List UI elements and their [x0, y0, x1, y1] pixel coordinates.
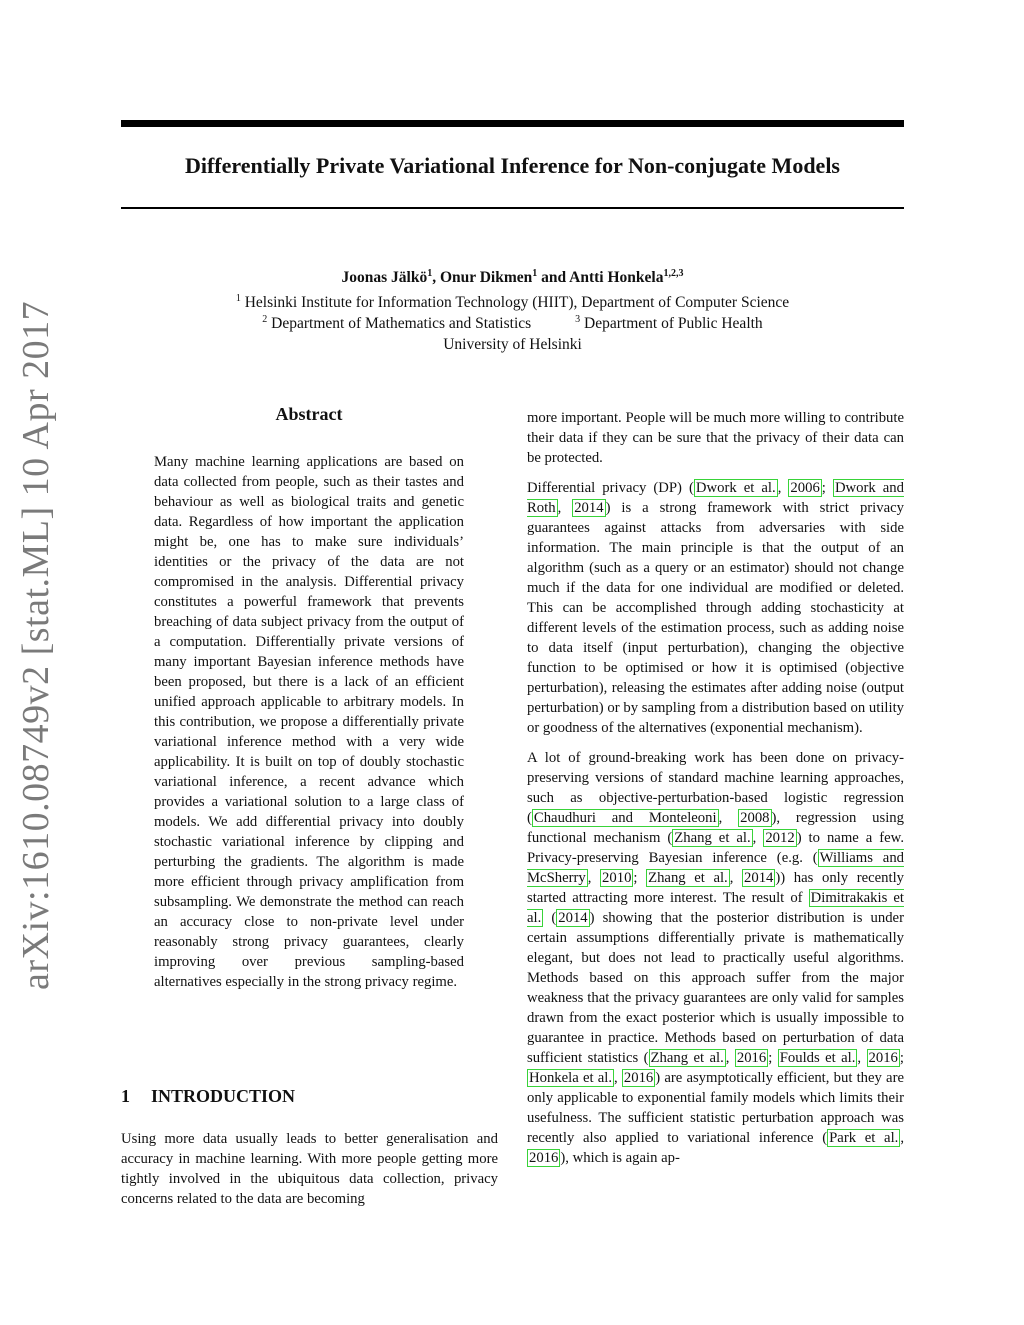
affiliation-text: Helsinki Institute for Information Technology (HIIT), Department of Computer Science — [244, 294, 790, 311]
citation-link[interactable]: 2014 — [558, 910, 588, 926]
author-block — [121, 266, 904, 355]
citation-link[interactable]: 2014 — [744, 870, 774, 886]
paper-title: Differentially Private Variational Inference for Non-conjugate Models — [184, 153, 840, 178]
author-list — [121, 266, 904, 290]
citation-link[interactable]: Zhang et al. — [650, 1050, 724, 1066]
author-separator: , — [432, 269, 440, 286]
affiliation-line-1 — [121, 292, 904, 313]
citation-link[interactable]: 2012 — [765, 830, 795, 846]
citation-link[interactable]: Park et al. — [829, 1130, 899, 1146]
author-affil-sup: 1 — [532, 268, 538, 279]
title-top-rule — [121, 120, 904, 127]
author-separator: and — [537, 269, 570, 286]
author-name: Joonas Jälkö — [341, 269, 428, 286]
citation-link[interactable]: Williams and McSherry — [527, 850, 905, 886]
university: University of Helsinki — [443, 336, 582, 353]
affil-sup: 1 — [235, 293, 241, 304]
affil-sup: 2 — [262, 314, 268, 325]
paragraph-related-work: A lot of ground-breaking work has been done on privacy-preserving versions of standard machine learning approaches, such as objective-perturbation-based logistic regression ( Chaudhuri and Monteleoni , 2008 ), regression using functional mechanism ( Zhang et al. , 2012 ) to name a few. Privacy-preserving Bayesian inference (e.g. ( Williams and McSherry , 2010 ; Zhang et al. , 2014 )) has only recently started attracting more interest. The result of Dimitrakakis et al. ( 2014 ) showing that the posterior distribution is under certain assumptions differentially private is mathematically elegant, but does not lead to practically useful algorithms. Methods based on this approach suffer from the major weakness that the privacy guarantees are only valid for samples drawn from the exact posterior which is usually impossible to guarantee in practice. Methods based on perturbation of data sufficient statistics ( Zhang et al. , 2016 ; Foulds et al. , 2016 ; Honkela et al. , 2016 ) are asymptotically efficient, but they are only applicable to exponential family models which limits their usefulness. The sufficient statistic perturbation approach was recently also applied to variational inference ( Park et al. , 2016 ), which is again ap- — [527, 750, 905, 1166]
affiliation-text: Department of Mathematics and Statistics — [271, 315, 532, 332]
citation-link[interactable]: 2008 — [740, 810, 770, 826]
citation-link[interactable]: Zhang et al. — [648, 870, 728, 886]
citation-link[interactable]: 2016 — [623, 1070, 654, 1086]
citation-link[interactable]: Dwork et al. — [695, 480, 776, 496]
author-name: Antti Honkela — [569, 269, 664, 286]
arxiv-identifier: arXiv:1610.08749v2 [stat.ML] 10 Apr 2017 — [15, 300, 57, 990]
citation-link[interactable]: Zhang et al. — [674, 830, 751, 846]
section-title: INTRODUCTION — [151, 1086, 296, 1106]
paragraph-continuation: more important. People will be much more willing to contribute their data if they can be sure that the privacy of their data can be protected. — [527, 410, 904, 466]
citation-link[interactable]: 2016 — [736, 1050, 767, 1066]
affiliation-text: Department of Public Health — [584, 315, 763, 332]
author-name: Onur Dikmen — [439, 269, 533, 286]
affiliation-line-2 — [121, 313, 904, 334]
abstract-body: Many machine learning applications are based on data collected from people, such as their tastes and behaviour as well as biological traits and genetic data. Regardless of how important the application might be, one has to make sure individuals’ identities or the privacy of the data are not compromised in the analysis. Differential privacy constitutes a powerful framework that prevents breaching of data subject privacy from the output of a computation. Differentially private versions of many important Bayesian inference methods have been proposed, but there is a lack of an efficient unified approach applicable to arbitrary models. In this contribution, we propose a differentially private variational inference method with a very wide applicability. It is built on top of doubly stochastic variational inference, a recent advance which provides a variational solution to a large class of models. We add differential privacy into doubly stochastic variational inference by clipping and perturbing the gradients. The algorithm is made more efficient through privacy amplification from subsampling. We demonstrate the method can reach an accuracy close to non-private level under reasonably strong privacy guarantees, clearly improving over previous sampling-based alternatives especially in the strong privacy regime. — [154, 454, 464, 990]
citation-link[interactable]: Dwork and Roth — [527, 480, 904, 516]
abstract-heading: Abstract — [275, 404, 343, 424]
citation-link[interactable]: 2014 — [574, 500, 604, 516]
citation-link[interactable]: Foulds et al. — [779, 1050, 856, 1066]
citation-link[interactable]: Honkela et al. — [529, 1070, 613, 1086]
citation-link[interactable]: 2016 — [529, 1150, 559, 1166]
author-affil-sup: 1,2,3 — [663, 268, 684, 279]
section-heading-introduction — [121, 1086, 295, 1107]
citation-link[interactable]: 2010 — [602, 870, 632, 886]
title-bottom-rule — [121, 207, 904, 209]
intro-paragraph-1: Using more data usually leads to better generalisation and accuracy in machine learning. With more people getting more tightly involved in the ubiquitous data collection, privacy concerns related to the data are becoming — [121, 1131, 498, 1207]
citation-link[interactable]: Chaudhuri and Monteleoni — [533, 810, 717, 826]
author-affil-sup: 1 — [427, 268, 433, 279]
citation-link[interactable]: 2016 — [868, 1050, 898, 1066]
affil-sup: 3 — [575, 314, 581, 325]
section-number: 1 — [121, 1086, 130, 1106]
right-column — [527, 408, 904, 1178]
paragraph-differential-privacy: Differential privacy (DP) ( Dwork et al. , 2006 ; Dwork and Roth , 2014 ) is a strong framework with strict privacy guarantees against attacks from adversaries with side information. The main principle is that the output of an algorithm (such as a query or an estimator) should not change much if the data for one individual are modified or deleted. This can be accomplished through adding stochasticity at different levels of the estimation process, such as adding noise to data itself (input perturbation), changing the objective function to be optimised or how it is optimised (objective perturbation), releasing the estimates after adding noise (output perturbation) or by sampling from a distribution based on utility or goodness of the alternatives (exponential mechanism). — [527, 480, 904, 736]
citation-link[interactable]: 2006 — [790, 480, 820, 496]
citation-link[interactable]: Dimitrakakis et al. — [527, 890, 904, 926]
